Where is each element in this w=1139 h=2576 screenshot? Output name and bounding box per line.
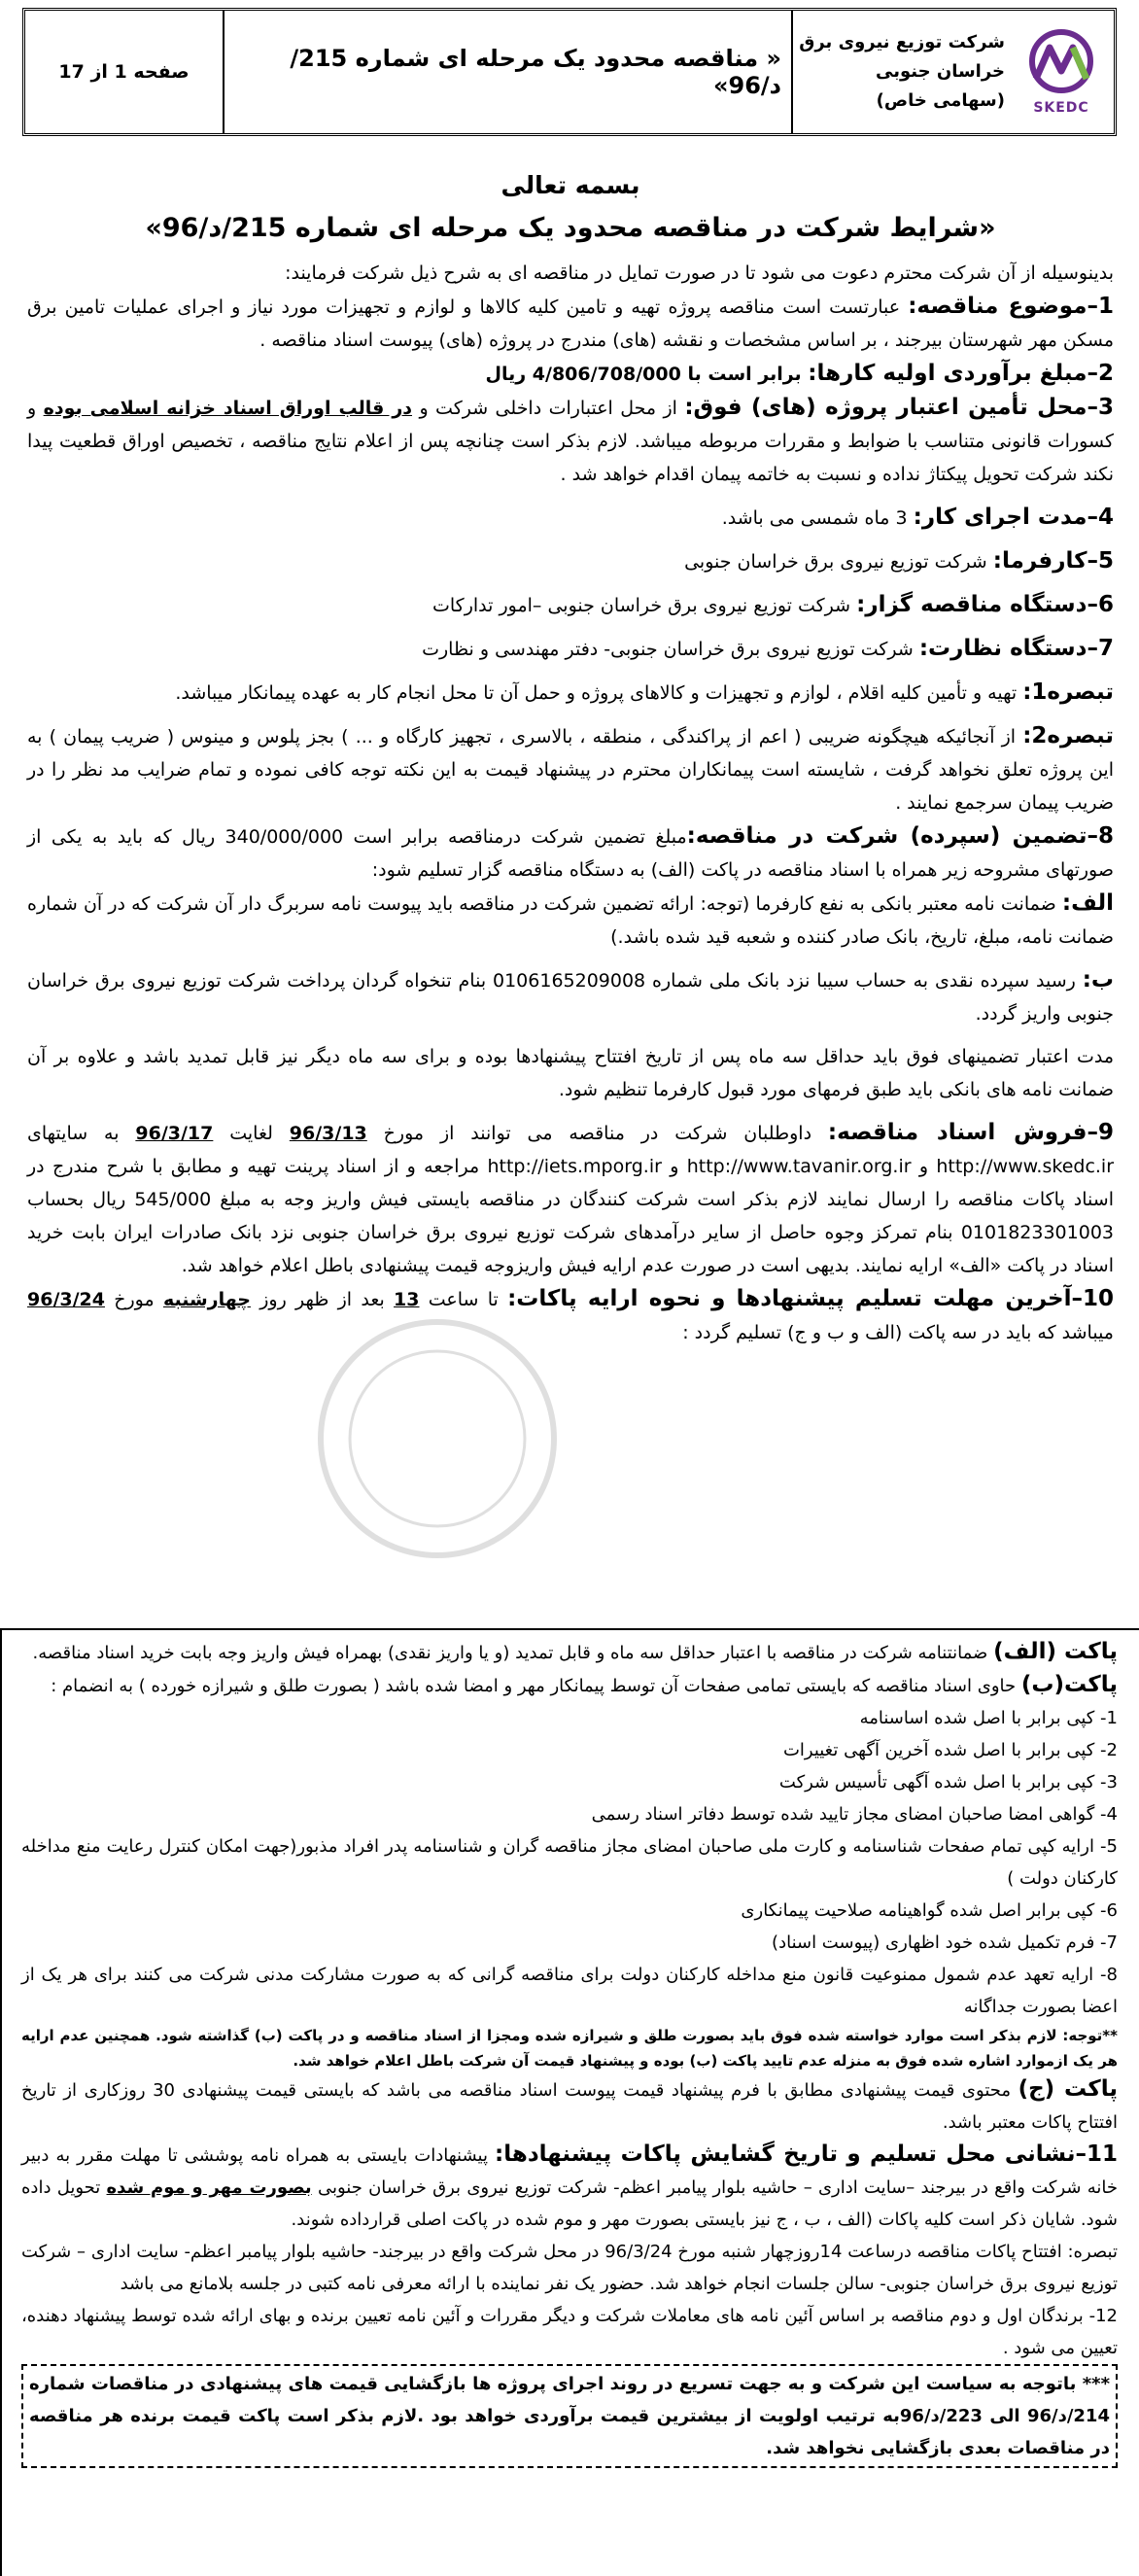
packet-be bbox=[21, 1669, 1118, 1702]
note-1-text: تهیه و تأمین کلیه اقلام ، لوازم و تجهیزات و کالاهای پروژه و حمل آن تا محل انجام کار به عهده پیمانکار میباشد. bbox=[175, 682, 1023, 704]
item-5-text: شرکت توزیع نیروی برق خراسان جنوبی bbox=[684, 551, 993, 573]
item-6-text: شرکت توزیع نیروی برق خراسان جنوبی –امور تدارکات bbox=[431, 595, 857, 616]
list-item: 8- ارایه تعهد عدم شمول ممنوعیت قانون منع مداخله کارکنان دولت برای مناقصه گرانی که به صورت مشارکت مدنی شرکت می کنند برای هر یک از اعضا بصورت جداگانه bbox=[21, 1965, 1118, 2017]
packet-be-text: حاوی اسناد مناقصه که بایستی تمامی صفحات آن توسط پیمانکار مهر و امضا شده باشد ( بصورت طلق و شیرازه خورده ) به انضمام : bbox=[51, 1676, 1021, 1696]
guarantee-be-heading: ب: bbox=[1082, 967, 1114, 992]
item-5-heading: 5–کارفرما: bbox=[992, 548, 1114, 574]
item-10-text-a: تا ساعت bbox=[419, 1289, 508, 1310]
company-name bbox=[793, 28, 1005, 116]
item-11-text-a: پیشنهادات بایستی به همراه نامه پوششی تا مهلت مقرر به دبیر خانه شرکت واقع در بیرجند –سایت اداری – حاشیه بلوار پیامبر اعظم- شرکت توزیع نیروی برق خراسان جنوبی bbox=[21, 2145, 1118, 2198]
item-10-date: 96/3/24 bbox=[27, 1289, 105, 1310]
packet-je-text: محتوی قیمت پیشنهادی مطابق با فرم پیشنهاد قیمت پیوست اسناد مناقصه می باشد که بایستی قیمت پیشنهادی 30 روزکاری از تاریخ افتتاح پاکات معتبر باشد. bbox=[21, 2080, 1118, 2133]
note-2 bbox=[27, 719, 1114, 819]
packet-alef-heading: پاکت (الف) bbox=[993, 1639, 1118, 1664]
main-title: «شرایط شرکت در مناقصه محدود یک مرحله ای شماره 215/د/96» bbox=[145, 213, 996, 243]
opening-note: تبصره: افتتاح پاکات مناقصه درساعت 14روزچهار شنبه مورخ 96/3/24 در محل شرکت واقع در بیرجند- حاشیه بلوار پیامبر اعظم- سایت اداری – شرکت توزیع نیروی برق خراسان جنوبی- سالن جلسات انجام خواهد شد. حضور یک نفر نماینده با ارائه معرفی نامه کتبی در جلسه بلامانع می باشد bbox=[21, 2242, 1118, 2294]
item-9-heading: 9–فروش اسناد مناقصه: bbox=[827, 1120, 1114, 1145]
guarantee-alef bbox=[27, 887, 1114, 954]
item-2-heading: 2–مبلغ برآوردی اولیه کارها: bbox=[808, 361, 1114, 386]
item-3-text-c: و کسورات قانونی متناسب با ضوابط و مقررات مربوطه میباشد. لازم بذکر است چنانچه پس از اعلام نتایج مناقصه ، تخصیص اوراق قطعیت پیدا نکند شرکت تحویل پیکتاژ نداده و نسبت به خاتمه پیمان اقدام خواهد شد . bbox=[27, 398, 1114, 485]
document-header bbox=[22, 8, 1117, 136]
item-2-text: برابر است با 4/806/708/000 ریال bbox=[485, 364, 809, 385]
item-3 bbox=[27, 391, 1114, 491]
item-9 bbox=[27, 1116, 1114, 1282]
item-1 bbox=[27, 290, 1114, 357]
item-1-text: عبارتست است مناقصه پروژه تهیه و تامین کلیه کالاها و لوازم و تجهیزات مورد نیاز و اجرای عملیات تامین برق مسکن مهر شهرستان بیرجند ، بر اساس مشخصات و نقشه (های) مندرج در پروژه (های) پیوست اسناد مناقصه . bbox=[27, 296, 1114, 351]
item-10-heading: 10–آخرین مهلت تسلیم پیشنهادها و نحوه ارایه پاکات: bbox=[507, 1286, 1115, 1311]
packet-je bbox=[21, 2073, 1118, 2139]
final-note: *** باتوجه به سیاست این شرکت و به جهت تسریع در روند اجرای پروژه ها بازگشایی قیمت های پیشنهادی در مناقصات شماره 214/د/96 الی 223/د/96به ترتیب اولویت از بیشترین قیمت برآوردی خواهد بود .لازم بذکر است پاکت قیمت برنده هر مناقصه در مناقصات بعدی بازگشایی نخواهد شد. bbox=[21, 2364, 1118, 2468]
item-8 bbox=[27, 819, 1114, 887]
list-item: 5- ارایه کپی تمام صفحات شناسنامه و کارت ملی صاحبان امضای مجاز مناقصه گران و شناسنامه پدر افراد مذبور(جهت امکان کنترل رعایت منع مداخله کارکنان دولت ) bbox=[21, 1836, 1118, 1889]
item-4-heading: 4–مدت اجرای کار: bbox=[913, 505, 1114, 530]
note-2-text: از آنجائیکه هیچگونه ضریبی ( اعم از پراکندگی ، منطقه ، بالاسری ، تجهیز کارگاه و ... ) بجز پلوس و مینوس ( ضریب پیمان ) به این پروژه تعلق نخواهد گرفت ، شایسته است پیمانکاران محترم در پیشنهاد قیمت به این نکته توجه کافی نموده و تمام ضرایب مد نظر را در ضریب پیمان سرجمع نمایند . bbox=[27, 726, 1114, 814]
document-body bbox=[27, 146, 1114, 1349]
item-10-day: چهارشنبه bbox=[162, 1289, 251, 1310]
list-item: 2- کپی برابر با اصل شده آخرین آگهی تغییرات bbox=[782, 1740, 1118, 1760]
company-block bbox=[793, 11, 1114, 133]
item-3-heading: 3–محل تأمین اعتبار پروژه (های) فوق: bbox=[684, 395, 1115, 420]
packet-alef bbox=[21, 1636, 1118, 1669]
packets-section bbox=[0, 1628, 1139, 2576]
watermark-stamp-icon bbox=[292, 1303, 583, 1575]
basmala: بسمه تعالی bbox=[500, 171, 640, 199]
item-9-date-from: 96/3/13 bbox=[289, 1123, 367, 1144]
header-title: « مناقصه محدود یک مرحله ای شماره 215/د/96» bbox=[224, 11, 793, 133]
list-item: 3- کپی برابر با اصل شده آگهی تأسیس شرکت bbox=[778, 1772, 1118, 1793]
item-6-heading: 6–دستگاه مناقصه گزار: bbox=[856, 592, 1114, 617]
item-1-heading: 1–موضوع مناقصه: bbox=[908, 294, 1114, 319]
note-2-heading: تبصره2: bbox=[1022, 723, 1114, 748]
packet-be-note: **توجه: لازم بذکر است موارد خواسته شده فوق باید بصورت طلق و شیرازه شده ومجزا از اسناد مناقصه و در پاکت (ب) گذاشته شود. همچنین عدم ارایه هر یک ازموارد اشاره شده فوق به منزله عدم تایید پاکت (ب) بوده و پیشنهاد قیمت آن شرکت باطل اعلام خواهد شد. bbox=[21, 2027, 1118, 2070]
item-7-heading: 7–دستگاه نظارت: bbox=[918, 636, 1114, 661]
item-8-text: مبلغ تضمین شرکت درمناقصه برابر است 340/000/000 ریال که باید به یکی از صورتهای مشروحه زیر همراه با اسناد مناقصه در پاکت (الف) به دستگاه مناقصه گزار تسلیم شود: bbox=[27, 826, 1114, 881]
item-9-text-b: لغایت bbox=[213, 1123, 290, 1144]
item-11-text-b: بصورت مهر و موم شده bbox=[106, 2177, 312, 2198]
item-11-heading: 11–نشانی محل تسلیم و تاریخ گشایش پاکات پیشنهادها: bbox=[495, 2141, 1118, 2167]
item-8-heading: 8–تضمین (سپرده) شرکت در مناقصه: bbox=[686, 823, 1114, 849]
item-10-hour: 13 bbox=[394, 1289, 420, 1310]
packet-je-heading: پاکت (ج) bbox=[1018, 2076, 1118, 2102]
item-11 bbox=[21, 2139, 1118, 2236]
logo-text: SKEDC bbox=[1033, 100, 1089, 116]
item-7 bbox=[27, 632, 1114, 666]
item-4 bbox=[27, 501, 1114, 535]
item-7-text: شرکت توزیع نیروی برق خراسان جنوبی- دفتر مهندسی و نظارت bbox=[422, 639, 919, 660]
note-1-heading: تبصره1: bbox=[1022, 679, 1114, 705]
item-3-text-a: از محل اعتبارات داخلی شرکت و bbox=[412, 398, 685, 419]
item-10-text-b: بعد از ظهر روز bbox=[250, 1289, 395, 1310]
item-2 bbox=[27, 357, 1114, 391]
packet-alef-text: ضمانتنامه شرکت در مناقصه با اعتبار حداقل سه ماه و قابل تمدید (و یا واریز نقدی) بهمراه فیش واریز وجه بابت خرید اسناد مناقصه. bbox=[32, 1643, 994, 1663]
guarantee-alef-heading: الف: bbox=[1061, 890, 1114, 916]
item-9-text-a: داوطلبان شرکت در مناقصه می توانند از مورخ bbox=[366, 1123, 828, 1144]
item-11-text-c: تحویل داده شود. شایان ذکر است کلیه پاکات (الف ، ب ، ج نیز بایستی بصورت مهر و موم شده در پاکت اصلی قرارداده شوند. bbox=[21, 2177, 1118, 2230]
company-logo bbox=[1015, 28, 1108, 116]
guarantee-alef-text: ضمانت نامه معتبر بانکی به نفع کارفرما (توجه: ارائه تضمین شرکت در مناقصه باید پیوست نامه سربرگ دار آن شرکت که در آن شماره ضمانت نامه، مبلغ، تاریخ، بانک صادر کننده و شعبه قید شده باشد.) bbox=[27, 893, 1114, 948]
item-4-text: 3 ماه شمسی می باشد. bbox=[721, 507, 914, 529]
list-item: 1- کپی برابر با اصل شده اساسنامه bbox=[859, 1708, 1118, 1728]
item-9-text-c: به سایتهای http://www.skedc.ir و http://www.tavanir.org.ir و http://iets.mporg.ir مراجعه و از اسناد پرینت تهیه و مطابق با شرح مندرج در اسناد پاکات مناقصه را ارسال نمایند لازم بذکر است شرکت کنندگان در مناقصه بایستی فیش واریز وجه به مبلغ 545/000 ریال بحساب 0101823301003 بنام تمرکز وجوه حاصل از سایر درآمدهای شرکت توزیع نیروی برق خراسان جنوبی نزد بانک صادرات ایران بابت خرید اسناد در پاکت «الف» ارایه نمایند. بدیهی است در صورت عدم ارایه فیش واریزوجه قیمت پیشنهادی باطل اعلام خواهد شد. bbox=[27, 1123, 1115, 1276]
list-item: 7- فرم تکمیل شده خود اظهاری (پیوست اسناد) bbox=[772, 1932, 1118, 1953]
list-item: 6- کپی برابر اصل شده گواهینامه صلاحیت پیمانکاری bbox=[741, 1900, 1118, 1921]
note-1 bbox=[27, 676, 1114, 710]
item-3-text-b: در قالب اوراق اسناد خزانه اسلامی بوده bbox=[43, 398, 413, 419]
guarantee-be-text: رسید سپرده نقدی به حساب سیبا نزد بانک ملی شماره 0106165209008 بنام تنخواه گردان پرداخت شرکت توزیع نیروی برق خراسان جنوبی واریز گردد. bbox=[27, 970, 1114, 1025]
item-6 bbox=[27, 588, 1114, 622]
item-5 bbox=[27, 544, 1114, 578]
guarantee-be bbox=[27, 963, 1114, 1030]
page-number: صفحه 1 از 17 bbox=[25, 11, 224, 133]
list-item: 4- گواهی امضا صاحبان امضای مجاز تایید شده توسط دفاتر اسناد رسمی bbox=[591, 1804, 1118, 1825]
company-name-line1: شرکت توزیع نیروی برق خراسان جنوبی bbox=[799, 32, 1005, 82]
packet-be-heading: پاکت(ب) bbox=[1020, 1672, 1118, 1697]
company-logo-icon bbox=[1015, 28, 1108, 98]
item-9-date-to: 96/3/17 bbox=[135, 1123, 214, 1144]
item-10-text-d: میباشد که باید در سه پاکت (الف و ب و ج) تسلیم گردد : bbox=[682, 1322, 1114, 1343]
item-12: 12- برندگان اول و دوم مناقصه بر اساس آئین نامه های معاملات شرکت و دیگر مقررات و آئین نامه تعیین برنده و بهای ارائه شده توسط پیشنهاد دهنده، تعیین می شود . bbox=[21, 2306, 1118, 2358]
intro-paragraph: بدینوسیله از آن شرکت محترم دعوت می شود تا در صورت تمایل در مناقصه ای به شرح ذیل شرکت فرمایند: bbox=[285, 262, 1114, 284]
item-10-text-c: مورخ bbox=[104, 1289, 163, 1310]
company-name-line2: (سهامی خاص) bbox=[876, 90, 1005, 111]
guarantee-validity: مدت اعتبار تضمینهای فوق باید حداقل سه ماه پس از تاریخ افتتاح پیشنهادها بوده و برای سه ماه دیگر نیز قابل تمدید باشد و علاوه بر آن ضمانت نامه های بانکی باید طبق فرمهای مورد قبول کارفرما تنظیم شود. bbox=[27, 1046, 1114, 1100]
